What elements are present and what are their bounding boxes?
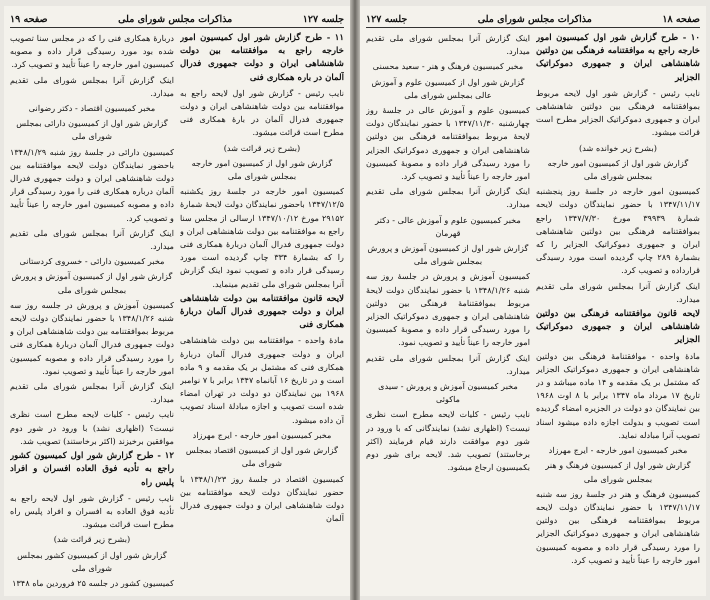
centered-line: (بشرح زیر خوانده شد) [579,142,657,153]
left-page-left-column [10,32,174,590]
left-page-header [10,12,344,28]
paragraph: اینک گزارش آنرا بمجلس شورای ملی تقدیم میدارد. [366,352,530,376]
paragraph: نایب رئیس - گزارش شور اول لایحه مربوط بموافقتنامه فرهنگی بین دولتین شاهنشاهی ایران و جمهوری دموکراتیک الجزایر مطرح است قرائت میشود. [536,87,700,138]
centered-line: مخبر کمیسیون فرهنگ و هنر - سعید محسنی [372,61,524,72]
paragraph: نایب رئیس - کلیات لایحه مطرح است نظری نیست؟ (اظهاری نشد) با ورود در شور دوم موافقین برخیزند (اکثر برخاستند) تصویب شد. [10,409,174,446]
right-page-number: صفحه ۱۸ [662,14,700,25]
centered-line: مخبر کمیسیون امور خارجه - ایرج مهرزاد [192,429,332,440]
section-heading: ۱۱ - طرح گزارش شور اول کمیسیون امور خارجه راجع به موافقتنامه بین دولت شاهنشاهی ایران و دولت جمهوری فدرال آلمان در باره همکاری فنی [180,33,344,83]
right-page-columns [366,32,700,590]
paragraph: کمیسیون اقتصاد در جلسهٔ روز ۱۳۴۸/۱/۲۳ با حضور نمایندگان دولت لایحه موافقتنامه بین دولت شاهنشاهی ایران و دولت جمهوری فدرال آلمان [180,473,344,524]
paragraph: اینک گزارش آنرا بمجلس شورای ملی تقدیم میدارد. [536,280,700,304]
paragraph: کمیسیون فرهنگ و هنر در جلسهٔ روز سه شنبه ۱۳۴۷/۱۱/۱۷ با حضور نمایندگان دولت لایحه مربوط بموافقتنامه فرهنگی بین دولتین شاهنشاهی ایران و جمهوری دموکراتیک الجزایر را مورد رسیدگی قرار داده و مصوبه کمیسیون امور خارجه را عیناً تأیید و تصویب کرد. [536,488,700,565]
centered-line: گزارش شور اول از کمیسیون اقتصاد بمجلس شورای ملی [185,445,339,469]
centered-line: گزارش شور اول از کمیسیون آموزش و پرورش بمجلس شورای ملی [11,271,173,295]
left-page-number: صفحه ۱۹ [10,14,48,25]
paragraph: کمیسیون علوم و آموزش عالی در جلسهٔ روز چهارشنبه ۱۳۴۷/۱۱/۳۰ با حضور نمایندگان دولت لایحهٔ مربوط بموافقتنامه فرهنگی بین دولتین شاهنشاهی ایران و جمهوری دموکراتیک الجزایر را مورد رسیدگی قرار داده و مصوبهٔ کمیسیون امور خارجه را عیناً تأیید و تصویب کرد. [366,105,530,182]
centered-line: گزارش شور اول از کمیسیون علوم و آموزش عالی بمجلس شورای ملی [371,76,525,100]
centered-line: گزارش شور اول از کمیسیون فرهنگ و هنر بمجلس شورای ملی [545,460,691,484]
paragraph: کمیسیون دارائی در جلسهٔ روز شنبه ۱۳۴۸/۱/۲۹ باحضور نمایندگان دولت لایحه موافقتنامه بین دولت شاهنشاهی ایران و دولت جمهوری فدرال آلمان درباره همکاری فنی را مورد رسیدگی قرار داده و مصوبه کمیسیون امور خارجه را عیناً تأیید و تصویب کرد. [10,146,174,223]
centered-line: گزارش شور اول از کمیسیون آموزش و پرورش بمجلس شورای ملی [367,243,529,267]
paragraph: مادهٔ واحده - موافقتنامهٔ فرهنگی بین دولتین شاهنشاهی ایران و جمهوری دموکراتیک الجزایر که مشتمل بر یک مقدمه و ۱۴ ماده میباشد و در تاریخ ۱۷ مرداد ماه ۱۳۴۷ برابر با ۸ اوت ۱۹۶۸ بین نمایندگان دو دولت در الجزیره امضاء گردیده است تصویب و بدولت اجازه داده میشود اسناد تصویب آنرا مبادله نماید. [536,350,700,440]
book-gutter [350,0,360,600]
paragraph: نایب رئیس - کلیات لایحه مطرح است نظری نیست؟ (اظهاری نشد) نمایندگانی که با ورود در شور دوم موافقت دارند قیام فرمایند (اکثر برخاستند) تصویب شد. لایحه برای شور دوم بکمیسیون ارجاع میشود. [366,409,530,473]
paragraph: اینک گزارش آنرا بمجلس شورای ملی تقدیم میدارد. [366,33,530,57]
centered-line: مخبر کمیسیون امور خارجه - ایرج مهرزاد [548,445,688,456]
paragraph: اینک گزارش آنرا بمجلس شورای ملی تقدیم میدارد. [10,74,174,98]
centered-line: (بشرح زیر قرائت شد) [223,142,301,153]
right-running-title: مذاکرات مجلس شورای ملی [477,14,592,25]
left-page-columns [10,32,344,590]
section-heading: ۱۰ - طرح گزارش شور اول کمیسیون امور خارجه راجع به موافقتنامه فرهنگی بین دولتین شاهنشاهی ایران و جمهوری دموکراتیک الجزایر [536,33,700,83]
paragraph: مادهٔ واحده - موافقتنامه بین دولت شاهنشاهی ایران و دولت جمهوری فدرال آلمان دربارهٔ همکاری فنی که مشتمل بر یک مقدمه و ۹ ماده است و در تاریخ ۱۶ آبانماه ۱۳۴۷ برابر با ۷ نوامبر ۱۹۶۸ بین نمایندگان دو دولت در تهران امضاء شده است تصویب و اجازه مبادلهٔ اسناد تصویب آن داده میشود. [180,335,344,425]
left-running-title: مذاکرات مجلس شورای ملی [118,14,233,25]
right-session-label: جلسه ۱۲۷ [366,14,408,25]
paragraph: اینک گزارش آنرا بمجلس شورای ملی تقدیم میدارد. [10,381,174,405]
left-session-label: جلسه ۱۲۷ [302,14,344,25]
right-page-right-column [536,32,700,590]
right-page-left-column [366,32,530,590]
paragraph: کمیسیون کشور در جلسه ۲۵ فروردین ماه ۱۳۴۸ [12,577,174,588]
left-page [4,6,350,596]
section-heading: ۱۲ - طرح گزارش شور اول کمیسیون کشور راجع به تأدیه فوق العاده افسران و افراد پلیس راه [10,451,174,488]
right-page-header [366,12,700,28]
centered-line: (بشرح زیر قرائت شد) [53,534,131,545]
paragraph: کمیسیون امور خارجه در جلسهٔ روز یکشنبه ۱۳۴۷/۱۲/۵ باحضور نمایندگان دولت لایحهٔ شمارهٔ ۲۹۱۵۲ مورخ ۱۳۴۷/۱۰/۱۲ ارسالی از مجلس سنا راجع به موافقتنامه بین دولت شاهنشاهی ایران و دولت جمهوری فدرال آلمان دربارهٔ همکاری فنی را که بشمارهٔ ۳۳۴ چاپ گردیده است مورد رسیدگی قرار داده و تصویب نمود اینک گزارش آنرا بمجلس شورای ملی تقدیم مینماید. [180,186,344,289]
centered-line: مخبر کمیسیون علوم و آموزش عالی - دکتر قهرمان [375,214,521,238]
paragraph: نایب رئیس - گزارش شور اول لایحه راجع به تأدیه فوق العاده به افسران و افراد پلیس راه مطرح است قرائت میشود. [10,492,174,530]
paragraph: اینک گزارش آنرا بمجلس شورای ملی تقدیم میدارد. [10,227,174,252]
left-page-right-column [180,32,344,590]
section-heading: لایحه قانون موافقتنامه بین دولت شاهنشاهی ایران و دولت جمهوری فدرال آلمان دربارهٔ همکاری فنی [180,293,344,331]
centered-line: گزارش شور اول از کمیسیون امور خارجه بمجلس شورای ملی [191,157,333,182]
paragraph: کمیسیون آموزش و پرورش در جلسه روز سه شنبه ۱۳۴۸/۱/۲۶ با حضور نمایندگان دولت لایحه مربوط بموافقتنامه بین دولت شاهنشاهی ایران و دولت جمهوری فدرال آلمان دربارهٔ همکاری فنی را مورد رسیدگی قرار داده و مصوبه کمیسیون امور خارجه را عیناً تأیید و تصویب نمود. [10,299,174,376]
centered-line: مخبر کمیسیون دارائی - خسروی کردستانی [19,256,165,267]
centered-line: مخبر کمیسیون آموزش و پرورش - سیدی ماکوئی [378,381,518,405]
centered-line: گزارش شور اول از کمیسیون دارائی بمجلس شورای ملی [16,118,168,142]
right-page [360,6,706,596]
paragraph: کمیسیون امور خارجه در جلسهٔ روز پنجشنبه ۱۳۴۷/۱۱/۱۷ با حضور نمایندگان دولت لایحه شمارهٔ ۳۹۹۳۹ مورخ ۱۳۴۷/۷/۳۰ راجع بموافقتنامه فرهنگی بین دولتین شاهنشاهی ایران و جمهوری دموکراتیک الجزایر را که بشمارهٔ ۲۸۹ چاپ گردیده است مورد رسیدگی قرارداده و تصویب کرد. [536,186,700,276]
paragraph: نایب رئیس - گزارش شور اول لایحه راجع به موافقتنامه بین دولت شاهنشاهی ایران و دولت جمهوری فدرال آلمان در بارهٔ همکاری فنی مطرح است قرائت میشود. [180,87,344,138]
section-heading: لایحه قانون موافقتنامه فرهنگی بین دولتین شاهنشاهی ایران و جمهوری دموکراتیک الجزایر [536,309,700,346]
centered-line: گزارش شور اول از کمیسیون امور خارجه بمجلس شورای ملی [547,157,689,182]
centered-line: گزارش شور اول از کمیسیون کشور بمجلس شورای ملی [17,549,167,573]
paragraph: کمیسیون آموزش و پرورش در جلسهٔ روز سه شنبه ۱۳۴۸/۱/۲۶ با حضور نمایندگان دولت لایحهٔ مربوط بموافقتنامهٔ فرهنگی بین دولتین شاهنشاهی ایران و جمهوری دموکراتیک الجزایر را مورد رسیدگی قرار داده و مصوبهٔ کمیسیون امور خارجه را عیناً تأیید و تصویب نمود. [366,271,530,348]
paragraph: اینک گزارش آنرا بمجلس شورای ملی تقدیم میدارد. [366,186,530,210]
centered-line: مخبر کمیسیون اقتصاد - دکتر رضوانی [28,103,156,114]
paragraph: دربارهٔ همکاری فنی را که در مجلس سنا تصویب شده بود مورد رسیدگی قرار داده و مصوبه کمیسیون امور خارجه را عیناً تأیید و تصویب کرد. [10,33,174,70]
